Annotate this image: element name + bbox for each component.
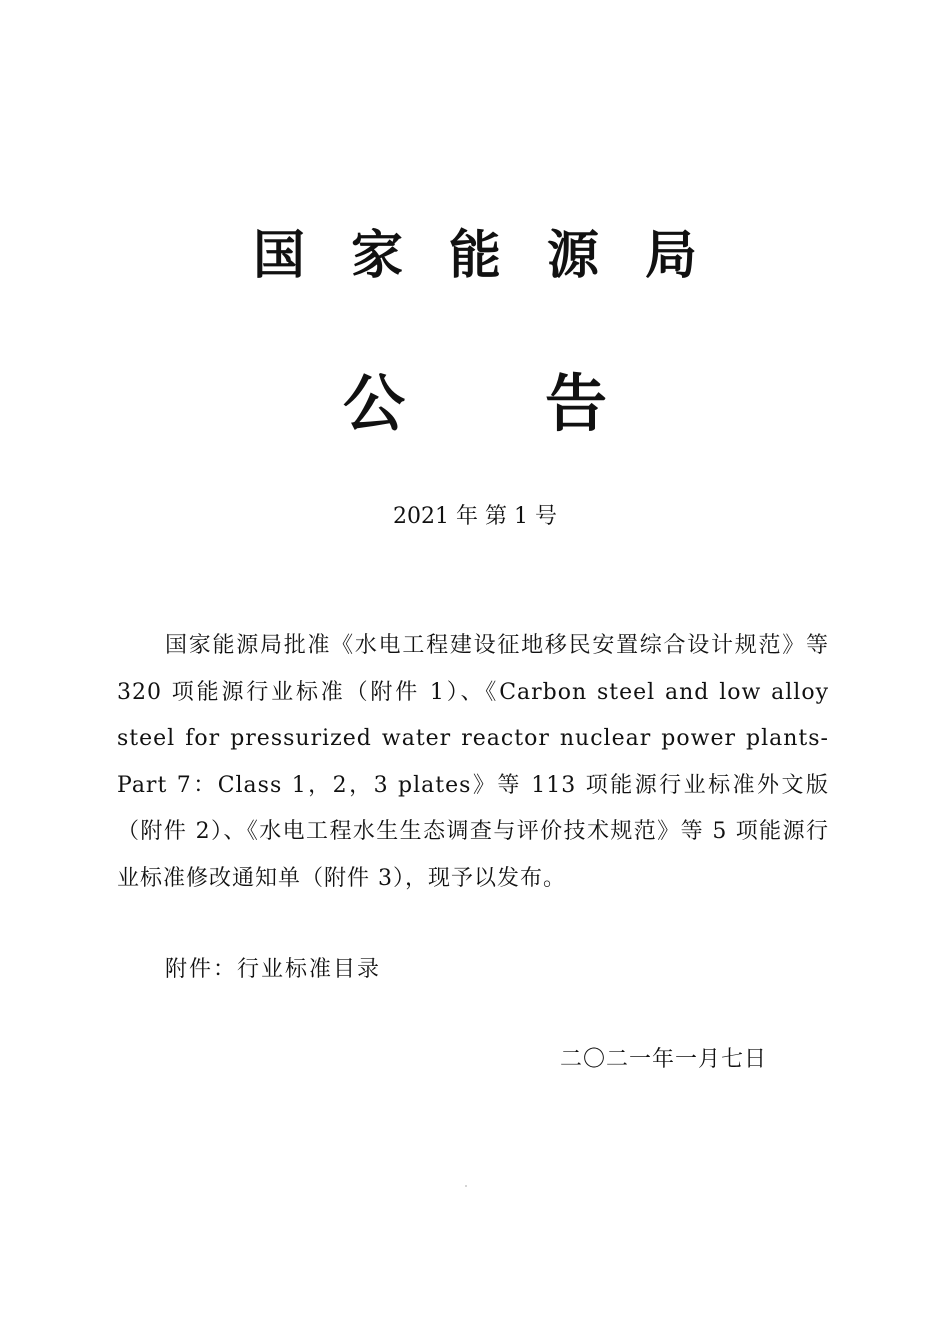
document-number: 2021 年 第 1 号 (393, 504, 557, 529)
document-type-title: 公告 (342, 367, 747, 440)
issuing-agency-title: 国家能源局 (252, 225, 743, 286)
attachment-line: 附件：行业标准目录 (165, 957, 382, 982)
announcement-body: 国家能源局批准《水电工程建设征地移民安置综合设计规范》等 320 项能源行业标准（附件 1）、《Carbon steel and low alloy steel for pressurized water reactor nuclear power plants-Part 7：Class 1，2，3 plates》等 113 项能源行业标准外文版（附件 2）、《水电工程水生生态调查与评价技术规范》等 5 项能源行业标准修改通知单（附件 3），现予以发布。 (117, 633, 829, 891)
issue-date: 二〇二一年一月七日 (560, 1047, 768, 1072)
scan-speck (465, 1185, 467, 1187)
